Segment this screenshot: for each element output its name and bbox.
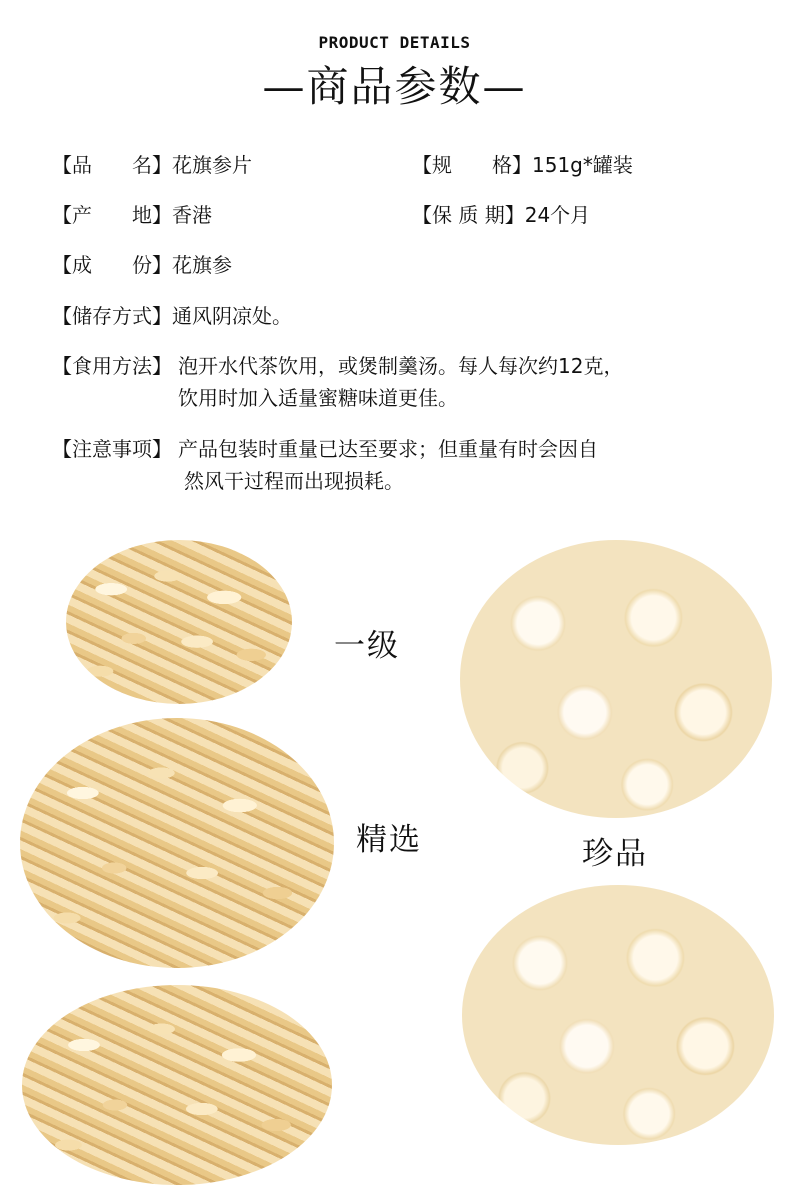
spec-usage-line1: 泡开水代茶饮用，或煲制羹汤。每人每次约12克，	[178, 354, 624, 378]
photo-grade3-lower	[462, 885, 774, 1145]
spec-ingredient	[52, 252, 232, 278]
grade-label-2: 精选	[356, 822, 422, 858]
spec-notice-label: 【注意事项】	[52, 437, 172, 461]
spec-storage-value: 通风阴凉处。	[172, 304, 292, 328]
spec-origin	[52, 202, 212, 228]
spec-notice-line1: 产品包装时重量已达至要求；但重量有时会因自	[178, 437, 598, 461]
spec-storage-label: 【储存方式】	[52, 304, 172, 328]
spec-usage	[52, 350, 752, 416]
spec-spec-label: 【规 格】	[412, 153, 532, 177]
spec-name-value: 花旗参片	[172, 153, 252, 177]
spec-ingredient-value: 花旗参	[172, 253, 232, 277]
spec-shelf-life-label: 【保 质 期】	[412, 203, 525, 227]
photo-grade1	[66, 540, 292, 704]
grade-label-3: 珍品	[582, 836, 648, 872]
spec-notice-line2: 然风干过程而出现损耗。	[184, 469, 404, 493]
title-chinese: —商品参数—	[262, 62, 527, 111]
spec-usage-label: 【食用方法】	[52, 354, 172, 378]
title-english: PRODUCT DETAILS	[318, 33, 471, 52]
spec-shelf-life-value: 24个月	[524, 203, 591, 227]
spec-storage	[52, 303, 292, 329]
spec-name-label: 【品 名】	[52, 153, 172, 177]
photo-grade2	[20, 718, 334, 968]
spec-ingredient-label: 【成 份】	[52, 253, 172, 277]
photo-grade3	[460, 540, 772, 818]
spec-origin-label: 【产 地】	[52, 203, 172, 227]
spec-shelf-life	[412, 202, 590, 228]
spec-name	[52, 152, 252, 178]
spec-spec	[412, 152, 633, 178]
spec-origin-value: 香港	[172, 203, 212, 227]
spec-notice	[52, 433, 752, 499]
spec-usage-line2: 饮用时加入适量蜜糖味道更佳。	[178, 386, 458, 410]
grade-label-1: 一级	[334, 628, 400, 664]
spec-spec-value: 151g*罐装	[532, 153, 633, 177]
photo-grade2-lower	[22, 985, 332, 1185]
